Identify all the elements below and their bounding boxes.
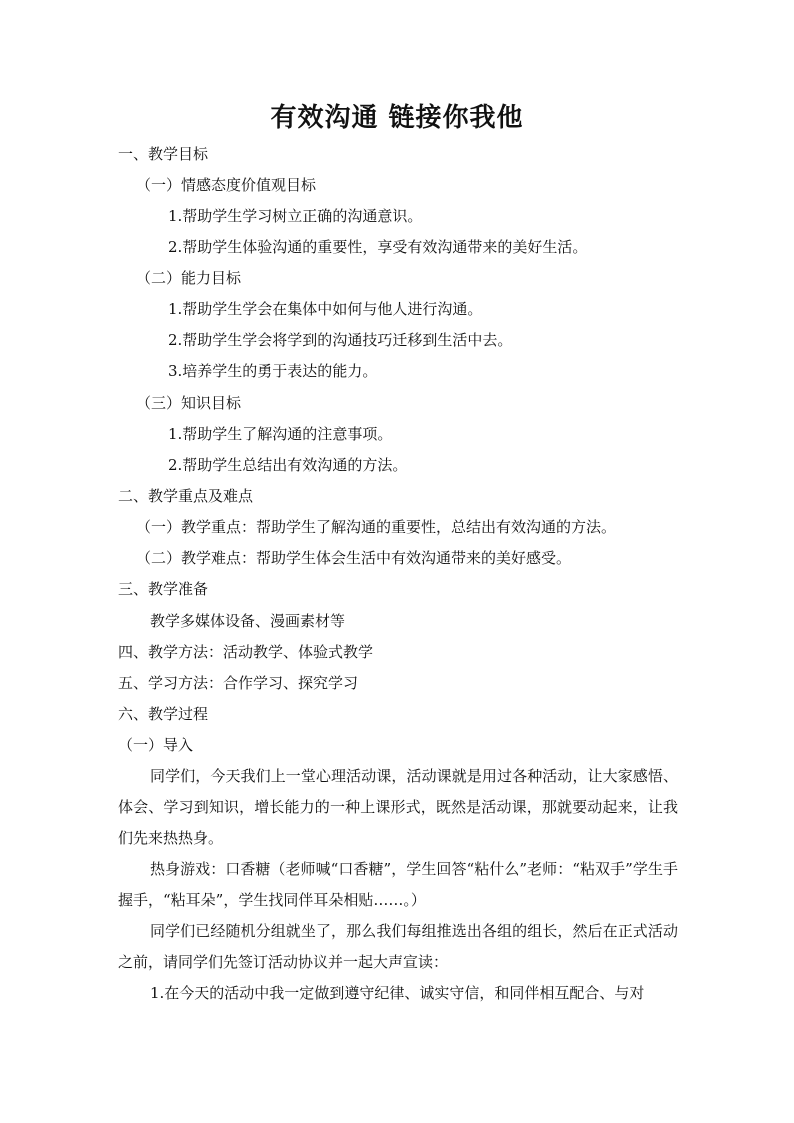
section-heading: 三、教学准备 [118,580,209,598]
subsection-heading: （一）导入 [118,736,194,754]
subsection-heading: （一）情感态度价值观目标 [136,176,317,194]
section-heading: 五、学习方法：合作学习、探究学习 [118,674,359,692]
section-heading: 二、教学重点及难点 [118,487,254,505]
section-heading: 一、教学目标 [118,145,209,163]
section-heading: 六、教学过程 [118,705,209,723]
list-item: 2.帮助学生学会将学到的沟通技巧迁移到生活中去。 [168,331,513,349]
section-heading: 四、教学方法：活动教学、体验式教学 [118,643,374,661]
paragraph: 同学们已经随机分组就坐了，那么我们每组推选出各组的组长，然后在正式活动之前，请同学们先签订活动协议并一起大声宣读： [118,922,678,971]
key-point: （二）教学难点：帮助学生体会生活中有效沟通带来的美好感受。 [136,549,572,567]
document-title: 有效沟通 链接你我他 [270,103,524,133]
list-item: 3.培养学生的勇于表达的能力。 [168,362,378,380]
paragraph: 热身游戏：口香糖（老师喊“口香糖”，学生回答“粘什么”老师：“粘双手”学生手握手，“粘耳朵”，学生找同伴耳朵相贴……。） [118,860,678,909]
list-item: 1.帮助学生了解沟通的注意事项。 [168,425,393,443]
body-text: 教学多媒体设备、漫画素材等 [150,612,346,630]
paragraph: 1.在今天的活动中我一定做到遵守纪律、诚实守信，和同伴相互配合、与对 [150,984,645,1002]
list-item: 2.帮助学生总结出有效沟通的方法。 [168,456,408,474]
paragraph: 同学们，今天我们上一堂心理活动课，活动课就是用过各种活动，让大家感悟、体会、学习到知识，增长能力的一种上课形式，既然是活动课，那就要动起来，让我们先来热热身。 [118,767,678,847]
list-item: 1.帮助学生学习树立正确的沟通意识。 [168,207,423,225]
subsection-heading: （二）能力目标 [136,269,242,287]
list-item: 2.帮助学生体验沟通的重要性，享受有效沟通带来的美好生活。 [168,238,588,256]
list-item: 1.帮助学生学会在集体中如何与他人进行沟通。 [168,300,483,318]
key-point: （一）教学重点：帮助学生了解沟通的重要性，总结出有效沟通的方法。 [136,518,617,536]
subsection-heading: （三）知识目标 [136,394,242,412]
